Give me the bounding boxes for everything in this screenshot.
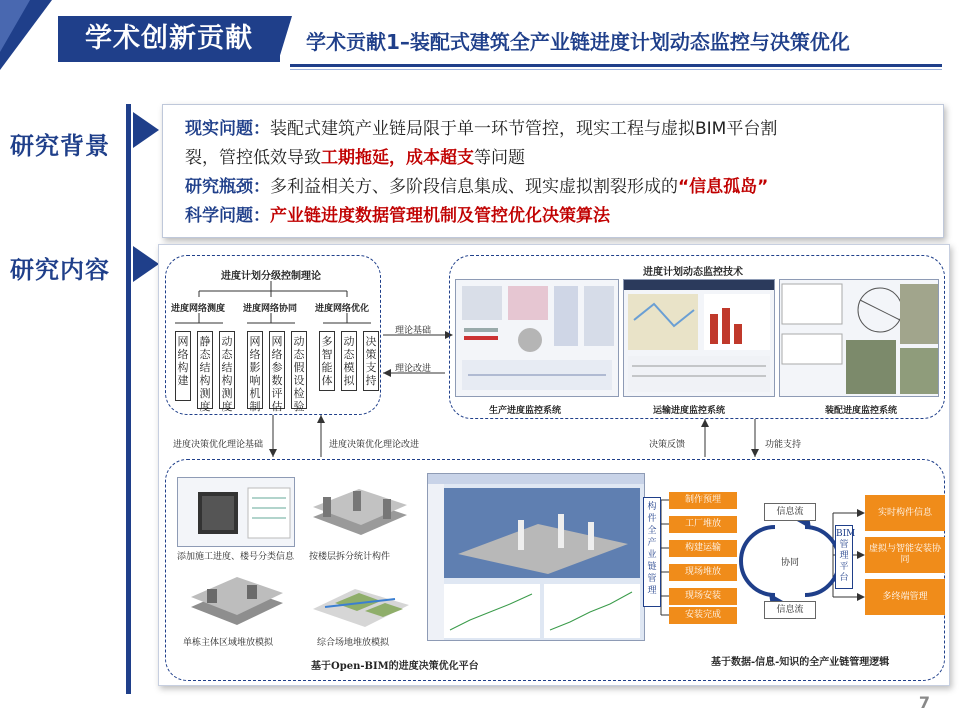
logic-output: 多终端管理 (865, 579, 945, 615)
monitor-title: 进度计划动态监控技术 (643, 267, 743, 278)
logic-stage: 安装完成 (669, 607, 737, 624)
system-label: 装配进度监控系统 (825, 406, 898, 416)
bg-line-2 (185, 144, 927, 173)
platform-caption: 添加施工进度、楼号分类信息 (177, 552, 295, 562)
theory-title: 进度计划分级控制理论 (221, 271, 321, 282)
logic-left-label: 构件全产业链管理 (643, 497, 661, 607)
flow-info-top: 信息流 (764, 503, 816, 521)
dashboard-thumbnail-icon (456, 280, 619, 397)
bg-line-1 (185, 115, 927, 144)
bim-software-icon (428, 474, 645, 641)
platform-caption: 按楼层拆分统计构件 (309, 552, 391, 562)
theory-column: 动态模拟 (341, 331, 357, 391)
building-floors-icon (303, 477, 415, 547)
assembly-system-screenshot (779, 279, 939, 397)
bim-model-icon (178, 478, 295, 547)
system-label: 生产进度监控系统 (489, 406, 562, 416)
system-label: 运输进度监控系统 (653, 406, 726, 416)
header-divider (290, 64, 942, 67)
floor-split-screenshot (303, 477, 415, 547)
bg-line-3 (185, 173, 927, 202)
logic-output: 实时构件信息 (865, 495, 945, 531)
logic-stage: 现场安装 (669, 588, 737, 605)
bg-line-4 (185, 202, 927, 231)
theory-branch: 进度网络协同 (243, 304, 298, 314)
map-thumbnail-icon (624, 280, 775, 397)
bg-highlight: “信息孤岛” (678, 177, 769, 197)
header-divider-thin (290, 69, 942, 70)
connector-label: 功能支持 (765, 440, 802, 450)
production-system-screenshot (455, 279, 619, 397)
theory-column: 动态假设检验 (291, 331, 307, 409)
label-research-background: 研究背景 (10, 132, 110, 160)
connector-label: 进度决策优化理论改进 (329, 440, 420, 450)
bg-label-science: 科学问题： (185, 206, 270, 226)
research-content-figure (158, 244, 950, 686)
bg-text: 等问题 (474, 148, 525, 168)
logic-stage: 构建运输 (669, 540, 737, 557)
bg-text: 多利益相关方、多阶段信息集成、现实虚拟割裂形成的 (270, 177, 678, 197)
flow-info-bottom: 信息流 (764, 601, 816, 619)
bg-text: 装配式建筑产业链局限于单一环节管控，现实工程与虚拟BIM平台割 (270, 119, 778, 139)
header-decor-triangle-light (0, 0, 30, 52)
single-building-screenshot (177, 563, 295, 633)
theory-column: 动态结构测度 (219, 331, 235, 409)
arrow-right-icon (133, 112, 159, 148)
logic-title: 基于数据-信息-知识的全产业链管理逻辑 (711, 657, 890, 668)
bg-highlight: 产业链进度数据管理机制及管控优化决策算法 (270, 206, 610, 226)
site-layout-icon (305, 563, 417, 633)
slide-subtitle: 学术贡献1–装配式建筑全产业链进度计划动态监控与决策优化 (306, 30, 850, 54)
bg-label-problem: 现实问题： (185, 119, 270, 139)
openbim-platform-screenshot (427, 473, 645, 641)
theory-column: 多智能体 (319, 331, 335, 391)
bg-highlight: 工期拖延，成本超支 (321, 148, 474, 168)
platform-title: 基于Open-BIM的进度决策优化平台 (311, 661, 479, 672)
theory-column: 静态结构测度 (197, 331, 213, 409)
site-photo-thumbnail-icon (780, 280, 939, 397)
theory-column: 决策支持 (363, 331, 379, 391)
theory-column: 网络参数评估 (269, 331, 285, 409)
section-title: 学术创新贡献 (58, 16, 280, 62)
theory-column: 网络影响机制 (247, 331, 263, 409)
site-layout-screenshot (305, 563, 417, 633)
transport-system-screenshot (623, 279, 775, 397)
building-3d-icon (177, 563, 295, 633)
connector-label: 进度决策优化理论基础 (173, 440, 264, 450)
platform-caption: 综合场地堆放模拟 (317, 638, 390, 648)
page-number: 7 (918, 693, 930, 712)
link-theory-basis: 理论基础 (395, 326, 432, 336)
logic-stage: 现场堆放 (669, 564, 737, 581)
section-title-notch (278, 16, 292, 62)
bg-text: 裂，管控低效导致 (185, 148, 321, 168)
flow-synergy: 协同 (781, 558, 800, 568)
theory-branch: 进度网络优化 (315, 304, 370, 314)
theory-column: 网络构建 (175, 331, 191, 401)
bim-progress-screenshot (177, 477, 295, 547)
label-research-content: 研究内容 (10, 256, 110, 284)
arrow-right-icon (133, 246, 159, 282)
research-background-box (162, 104, 944, 238)
platform-caption: 单栋主体区域堆放模拟 (183, 638, 274, 648)
left-accent-bar (126, 104, 131, 694)
link-theory-improve: 理论改进 (395, 364, 432, 374)
theory-branch: 进度网络测度 (171, 304, 226, 314)
logic-right-label: BIM管理平台 (835, 525, 853, 589)
logic-stage: 制作预埋 (669, 492, 737, 509)
logic-stage: 工厂堆放 (669, 516, 737, 533)
logic-output: 虚拟与智能安装协同 (865, 537, 945, 573)
bg-label-bottleneck: 研究瓶颈： (185, 177, 270, 197)
connector-label: 决策反馈 (649, 440, 686, 450)
